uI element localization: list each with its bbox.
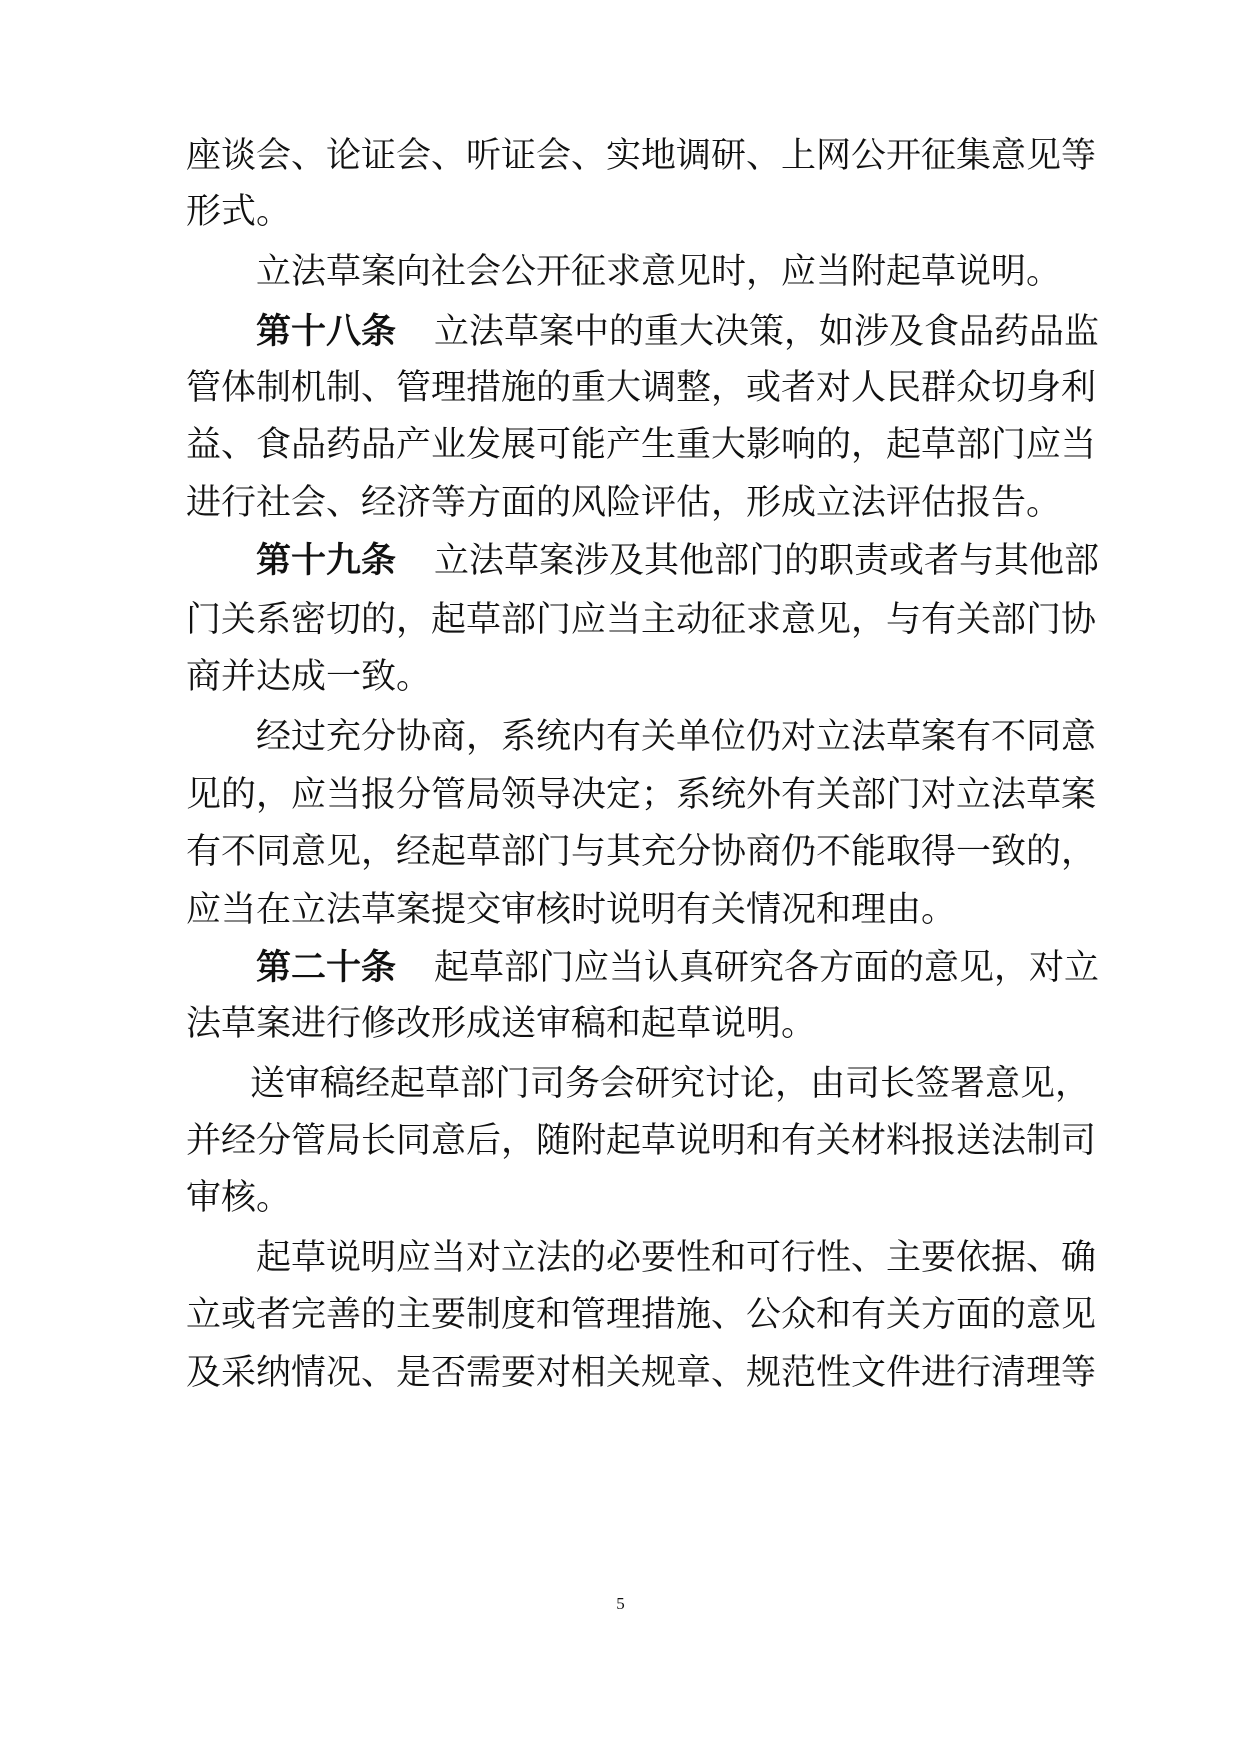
text-line: 商并达成一致。 bbox=[186, 657, 432, 697]
text-line: 及采纳情况、是否需要对相关规章、规范性文件进行清理等 bbox=[186, 1353, 1097, 1393]
text-line: 立或者完善的主要制度和管理措施、公众和有关方面的意见 bbox=[186, 1295, 1097, 1335]
text-line: 管体制机制、管理措施的重大调整，或者对人民群众切身利 bbox=[186, 368, 1097, 408]
text-line: 审核。 bbox=[186, 1178, 292, 1218]
text-line: 形式。 bbox=[186, 192, 292, 232]
paragraph-line: 起草说明应当对立法的必要性和可行性、主要依据、确 bbox=[256, 1238, 1097, 1278]
text-line: 进行社会、经济等方面的风险评估，形成立法评估报告。 bbox=[186, 483, 1062, 523]
text-line: 法草案进行修改形成送审稿和起草说明。 bbox=[186, 1004, 817, 1044]
article-18-text: 立法草案中的重大决策，如涉及食品药品监 bbox=[434, 312, 1100, 352]
article-19-text: 立法草案涉及其他部门的职责或者与其他部 bbox=[434, 541, 1100, 581]
text-line: 益、食品药品产业发展可能产生重大影响的，起草部门应当 bbox=[186, 425, 1097, 465]
text-line: 座谈会、论证会、听证会、实地调研、上网公开征集意见等 bbox=[186, 136, 1097, 176]
text-line: 并经分管局长同意后，随附起草说明和有关材料报送法制司 bbox=[186, 1121, 1097, 1161]
article-20-text: 起草部门应当认真研究各方面的意见，对立 bbox=[434, 948, 1100, 988]
article-20-heading: 第二十条 bbox=[256, 948, 397, 988]
article-19-heading: 第十九条 bbox=[256, 541, 397, 581]
article-20-line bbox=[256, 938, 1100, 998]
page-number: 5 bbox=[616, 1594, 625, 1613]
text-line: 应当在立法草案提交审核时说明有关情况和理由。 bbox=[186, 890, 957, 930]
paragraph-line: 立法草案向社会公开征求意见时，应当附起草说明。 bbox=[256, 252, 1062, 292]
paragraph-line: 送审稿经起草部门司务会研究讨论，由司长签署意见， bbox=[250, 1064, 1091, 1104]
article-18-line bbox=[256, 302, 1100, 362]
text-line: 有不同意见，经起草部门与其充分协商仍不能取得一致的， bbox=[186, 832, 1097, 872]
article-19-line bbox=[256, 531, 1100, 591]
article-18-heading: 第十八条 bbox=[256, 312, 397, 352]
text-line: 见的，应当报分管局领导决定；系统外有关部门对立法草案 bbox=[186, 775, 1097, 815]
text-line: 门关系密切的，起草部门应当主动征求意见，与有关部门协 bbox=[186, 600, 1097, 640]
paragraph-line: 经过充分协商，系统内有关单位仍对立法草案有不同意 bbox=[256, 717, 1097, 757]
